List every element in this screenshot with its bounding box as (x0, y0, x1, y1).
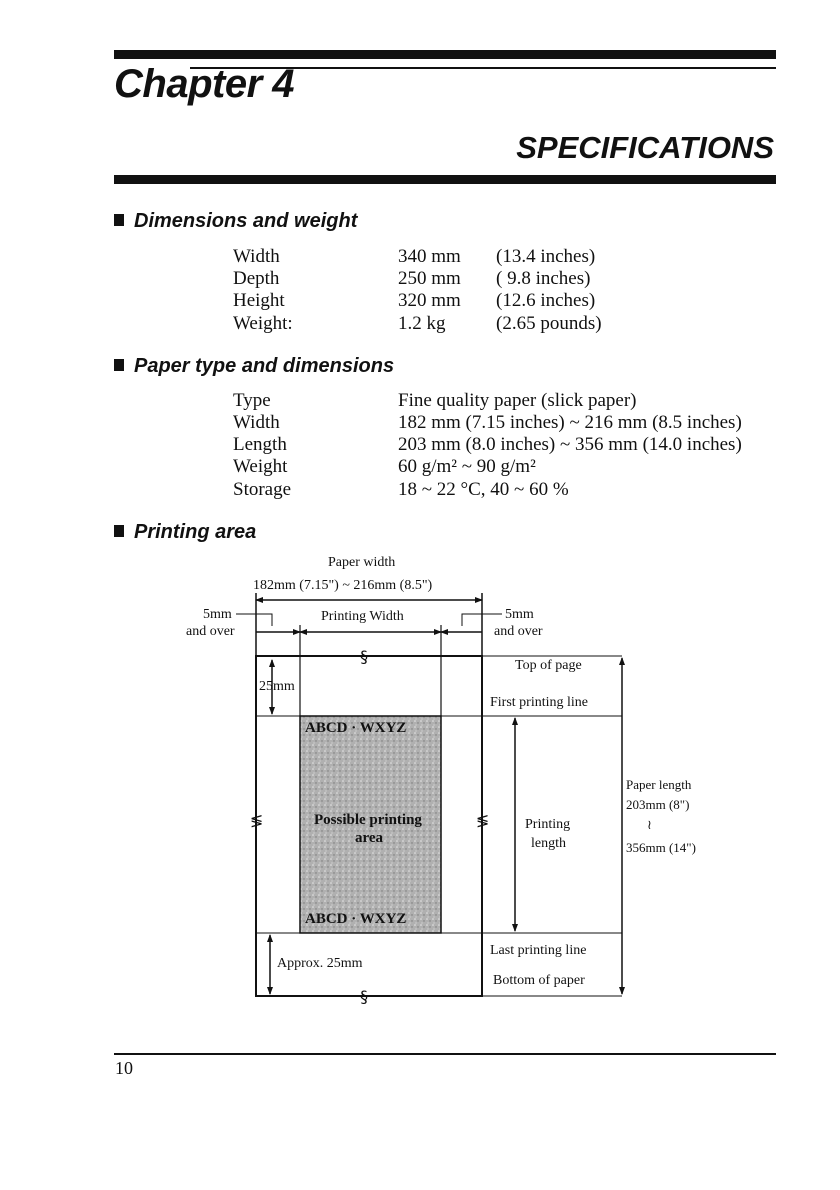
paper-value: 203 mm (8.0 inches) ~ 356 mm (14.0 inches) (398, 434, 742, 455)
possible-printing-area-label-2: area (355, 830, 384, 846)
dim-note: (12.6 inches) (496, 290, 596, 311)
paper-label: Weight (233, 456, 288, 477)
possible-printing-area-label: Possible printing (314, 812, 422, 828)
dim-note: (13.4 inches) (496, 246, 596, 267)
sample-text-top: ABCD · WXYZ (305, 720, 407, 736)
section-printing-area-heading: Printing area (114, 522, 256, 542)
paper-value: 60 g/m² ~ 90 g/m² (398, 456, 536, 477)
dim-note: ( 9.8 inches) (496, 268, 591, 289)
paper-label: Width (233, 412, 280, 433)
printing-length-label: Printing (525, 817, 571, 832)
paper-length-separator: ≀ (647, 817, 652, 832)
chapter-title: SPECIFICATIONS (516, 130, 774, 165)
paper-length-min: 203mm (8") (626, 797, 690, 812)
dim-value: 320 mm (398, 290, 461, 311)
bottom-margin-label: Approx. 25mm (277, 956, 363, 971)
paper-value: 182 mm (7.15 inches) ~ 216 mm (8.5 inches) (398, 412, 742, 433)
chapter-label: Chapter 4 (114, 62, 294, 106)
paper-value: 18 ~ 22 °C, 40 ~ 60 % (398, 479, 569, 500)
break-mark-icon: ≶ (250, 811, 264, 830)
paper-label: Storage (233, 479, 292, 500)
break-mark-icon: § (360, 647, 368, 666)
right-margin-note: and over (494, 624, 543, 639)
last-printing-line-label: Last printing line (490, 943, 587, 958)
dim-label: Height (233, 290, 285, 311)
left-margin-leader (236, 614, 272, 626)
dim-label: Width (233, 246, 280, 267)
footer-rule (114, 1053, 776, 1055)
left-margin-note: and over (186, 624, 235, 639)
printing-length-label-2: length (531, 836, 566, 851)
paper-length-label: Paper length (626, 777, 692, 792)
break-mark-icon: § (360, 987, 368, 1006)
dim-label: Depth (233, 268, 280, 289)
section-dimensions-heading: Dimensions and weight (114, 211, 357, 231)
section-paper-heading: Paper type and dimensions (114, 356, 394, 376)
right-margin-value: 5mm (505, 607, 534, 622)
top-margin-label: 25mm (259, 679, 295, 694)
printing-width-label: Printing Width (321, 609, 404, 624)
bottom-of-paper-label: Bottom of paper (493, 973, 585, 988)
break-mark-icon: ≶ (476, 811, 490, 830)
left-margin-value: 5mm (203, 607, 232, 622)
dim-value: 1.2 kg (398, 313, 446, 334)
page-number: 10 (115, 1058, 133, 1078)
dim-value: 250 mm (398, 268, 461, 289)
top-of-page-label: Top of page (515, 658, 582, 673)
paper-length-max: 356mm (14") (626, 840, 696, 855)
paper-width-label: Paper width (328, 555, 396, 570)
dim-note: (2.65 pounds) (496, 313, 602, 334)
paper-value: Fine quality paper (slick paper) (398, 390, 637, 411)
sample-text-bottom: ABCD · WXYZ (305, 911, 407, 927)
paper-label: Length (233, 434, 287, 455)
dim-label: Weight: (233, 313, 293, 334)
dim-value: 340 mm (398, 246, 461, 267)
paper-label: Type (233, 390, 271, 411)
paper-width-range: 182mm (7.15") ~ 216mm (8.5") (253, 578, 433, 593)
first-printing-line-label: First printing line (490, 695, 588, 710)
